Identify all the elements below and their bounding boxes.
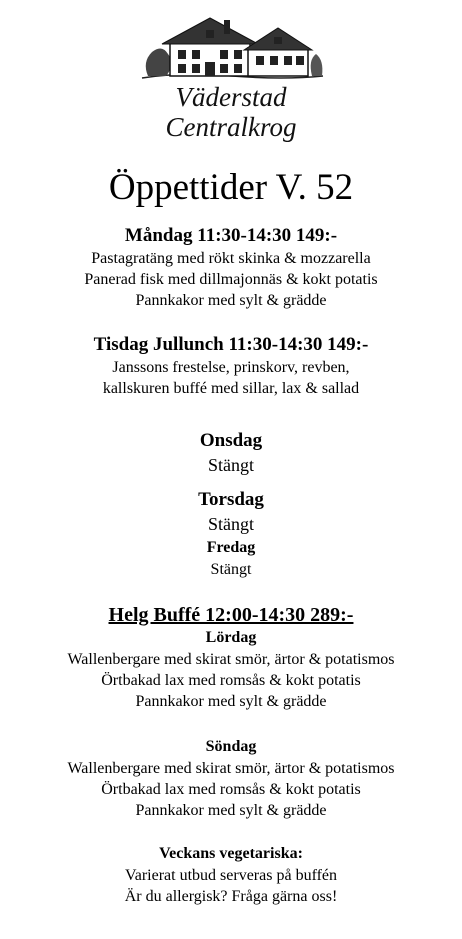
- vegetarian-section: [0, 843, 462, 907]
- vegetarian-line: Varierat utbud serveras på buffén: [124, 867, 338, 884]
- closed-status: Stängt: [210, 561, 252, 578]
- friday-section: [0, 537, 462, 581]
- page-title: Öppettider V. 52: [108, 167, 354, 208]
- weekend-heading: Helg Buffé 12:00-14:30 289:-: [108, 604, 354, 626]
- wednesday-section: [0, 429, 462, 477]
- tuesday-heading: Tisdag Jullunch 11:30-14:30 149:-: [93, 334, 369, 355]
- menu-item: Janssons frestelse, prinskorv, revben,: [112, 359, 350, 376]
- weekend-section: [0, 603, 462, 712]
- menu-item: Wallenbergare med skirat smör, ärtor & potatismos: [67, 651, 395, 668]
- menu-item: Örtbakad lax med romsås & kokt potatis: [101, 672, 361, 689]
- monday-heading: Måndag 11:30-14:30 149:-: [124, 225, 338, 246]
- manor-house-icon: [140, 10, 325, 160]
- menu-item: Pastagratäng med rökt skinka & mozzarella: [91, 250, 371, 267]
- monday-section: [0, 224, 462, 311]
- saturday-heading: Lördag: [205, 629, 257, 646]
- menu-item: Panerad fisk med dillmajonnäs & kokt potatis: [84, 271, 378, 288]
- menu-item: Örtbakad lax med romsås & kokt potatis: [101, 781, 361, 798]
- closed-status: Stängt: [207, 514, 254, 534]
- vegetarian-heading: Veckans vegetariska:: [159, 845, 303, 862]
- menu-item: Wallenbergare med skirat smör, ärtor & potatismos: [67, 760, 395, 777]
- logo-line-1: Väderstad: [175, 82, 287, 112]
- allergy-line: Är du allergisk? Fråga gärna oss!: [124, 888, 338, 905]
- thursday-heading: Torsdag: [198, 489, 264, 510]
- tuesday-section: [0, 333, 462, 399]
- logo-line-2: Centralkrog: [165, 112, 297, 142]
- thursday-section: [0, 488, 462, 536]
- closed-status: Stängt: [207, 455, 254, 475]
- menu-item: kallskuren buffé med sillar, lax & sallad: [102, 380, 360, 397]
- sunday-section: [0, 736, 462, 821]
- menu-item: Pannkakor med sylt & grädde: [135, 693, 327, 710]
- sunday-heading: Söndag: [205, 738, 257, 755]
- menu-item: Pannkakor med sylt & grädde: [135, 802, 327, 819]
- menu-item: Pannkakor med sylt & grädde: [135, 292, 327, 309]
- friday-heading: Fredag: [206, 539, 256, 556]
- wednesday-heading: Onsdag: [199, 430, 263, 451]
